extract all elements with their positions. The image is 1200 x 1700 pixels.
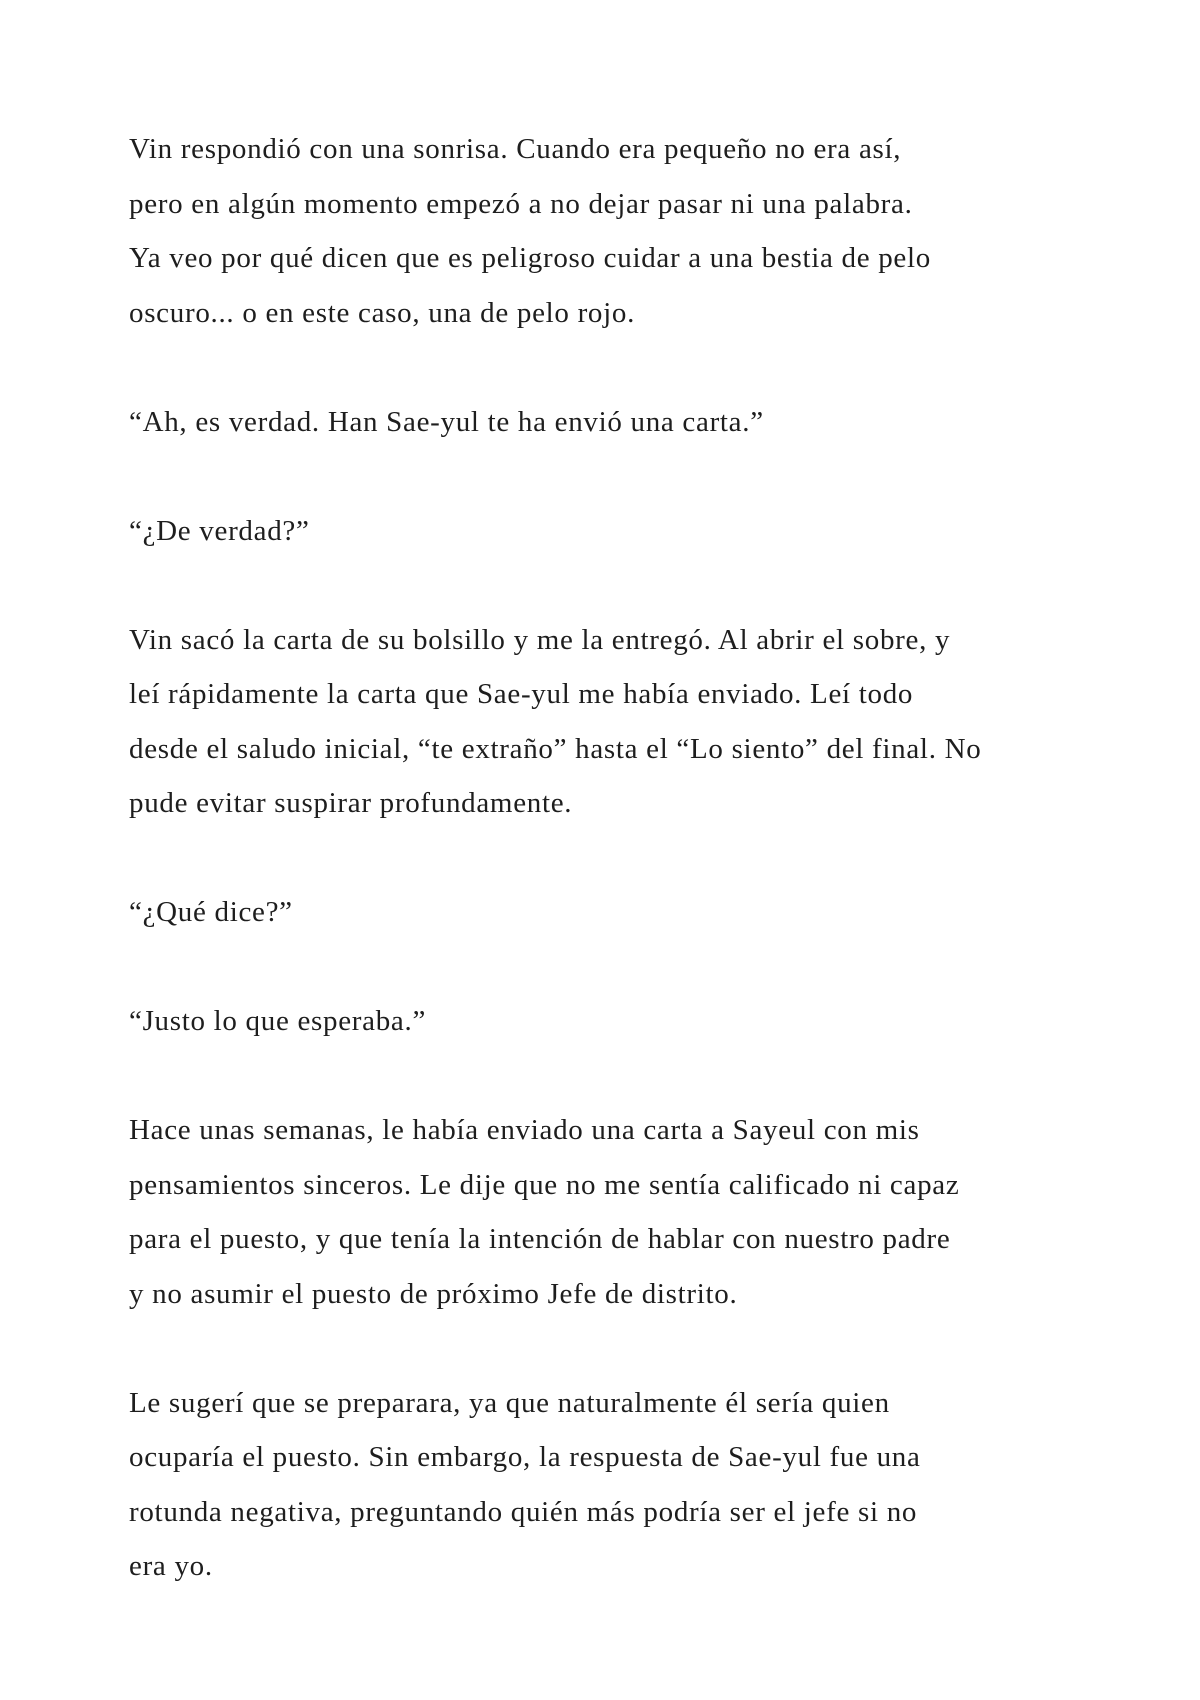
text-line: desde el saludo inicial, “te extraño” hasta el “Lo siento” del final. No [129, 732, 982, 765]
text-line: “¿De verdad?” [129, 514, 310, 547]
text-line: Vin respondió con una sonrisa. Cuando era pequeño no era así, [129, 133, 902, 165]
text-line: Le sugerí que se preparara, ya que naturalmente él sería quien [129, 1386, 890, 1419]
text-line: oscuro... o en este caso, una de pelo rojo. [129, 296, 636, 329]
text-line: y no asumir el puesto de próximo Jefe de distrito. [129, 1277, 738, 1310]
text-line: para el puesto, y que tenía la intención de hablar con nuestro padre [129, 1223, 951, 1255]
text-line: Ya veo por qué dicen que es peligroso cuidar a una bestia de pelo [129, 242, 931, 274]
paragraph [129, 1103, 1129, 1321]
text-line: pensamientos sinceros. Le dije que no me sentía calificado ni capaz [129, 1168, 960, 1201]
text-line: ocuparía el puesto. Sin embargo, la respuesta de Sae-yul fue una [129, 1441, 921, 1473]
text-line: Hace unas semanas, le había enviado una carta a Sayeul con mis [129, 1114, 920, 1146]
paragraph [129, 504, 1129, 559]
paragraph [129, 613, 1129, 831]
text-line: era yo. [129, 1550, 213, 1582]
text-line: Vin sacó la carta de su bolsillo y me la entregó. Al abrir el sobre, y [129, 623, 951, 656]
text-line: pero en algún momento empezó a no dejar pasar ni una palabra. [129, 187, 913, 220]
text-line: “Justo lo que esperaba.” [129, 1005, 427, 1037]
paragraph [129, 885, 1129, 940]
document-page [129, 122, 1129, 1648]
text-line: “¿Qué dice?” [129, 896, 293, 928]
text-line: rotunda negativa, preguntando quién más podría ser el jefe si no [129, 1495, 918, 1528]
text-line: “Ah, es verdad. Han Sae-yul te ha envió una carta.” [129, 405, 764, 438]
paragraph [129, 122, 1129, 340]
text-line: pude evitar suspirar profundamente. [129, 787, 573, 819]
paragraph [129, 994, 1129, 1049]
paragraph [129, 1376, 1129, 1594]
paragraph [129, 395, 1129, 450]
text-line: leí rápidamente la carta que Sae-yul me había enviado. Leí todo [129, 678, 914, 710]
